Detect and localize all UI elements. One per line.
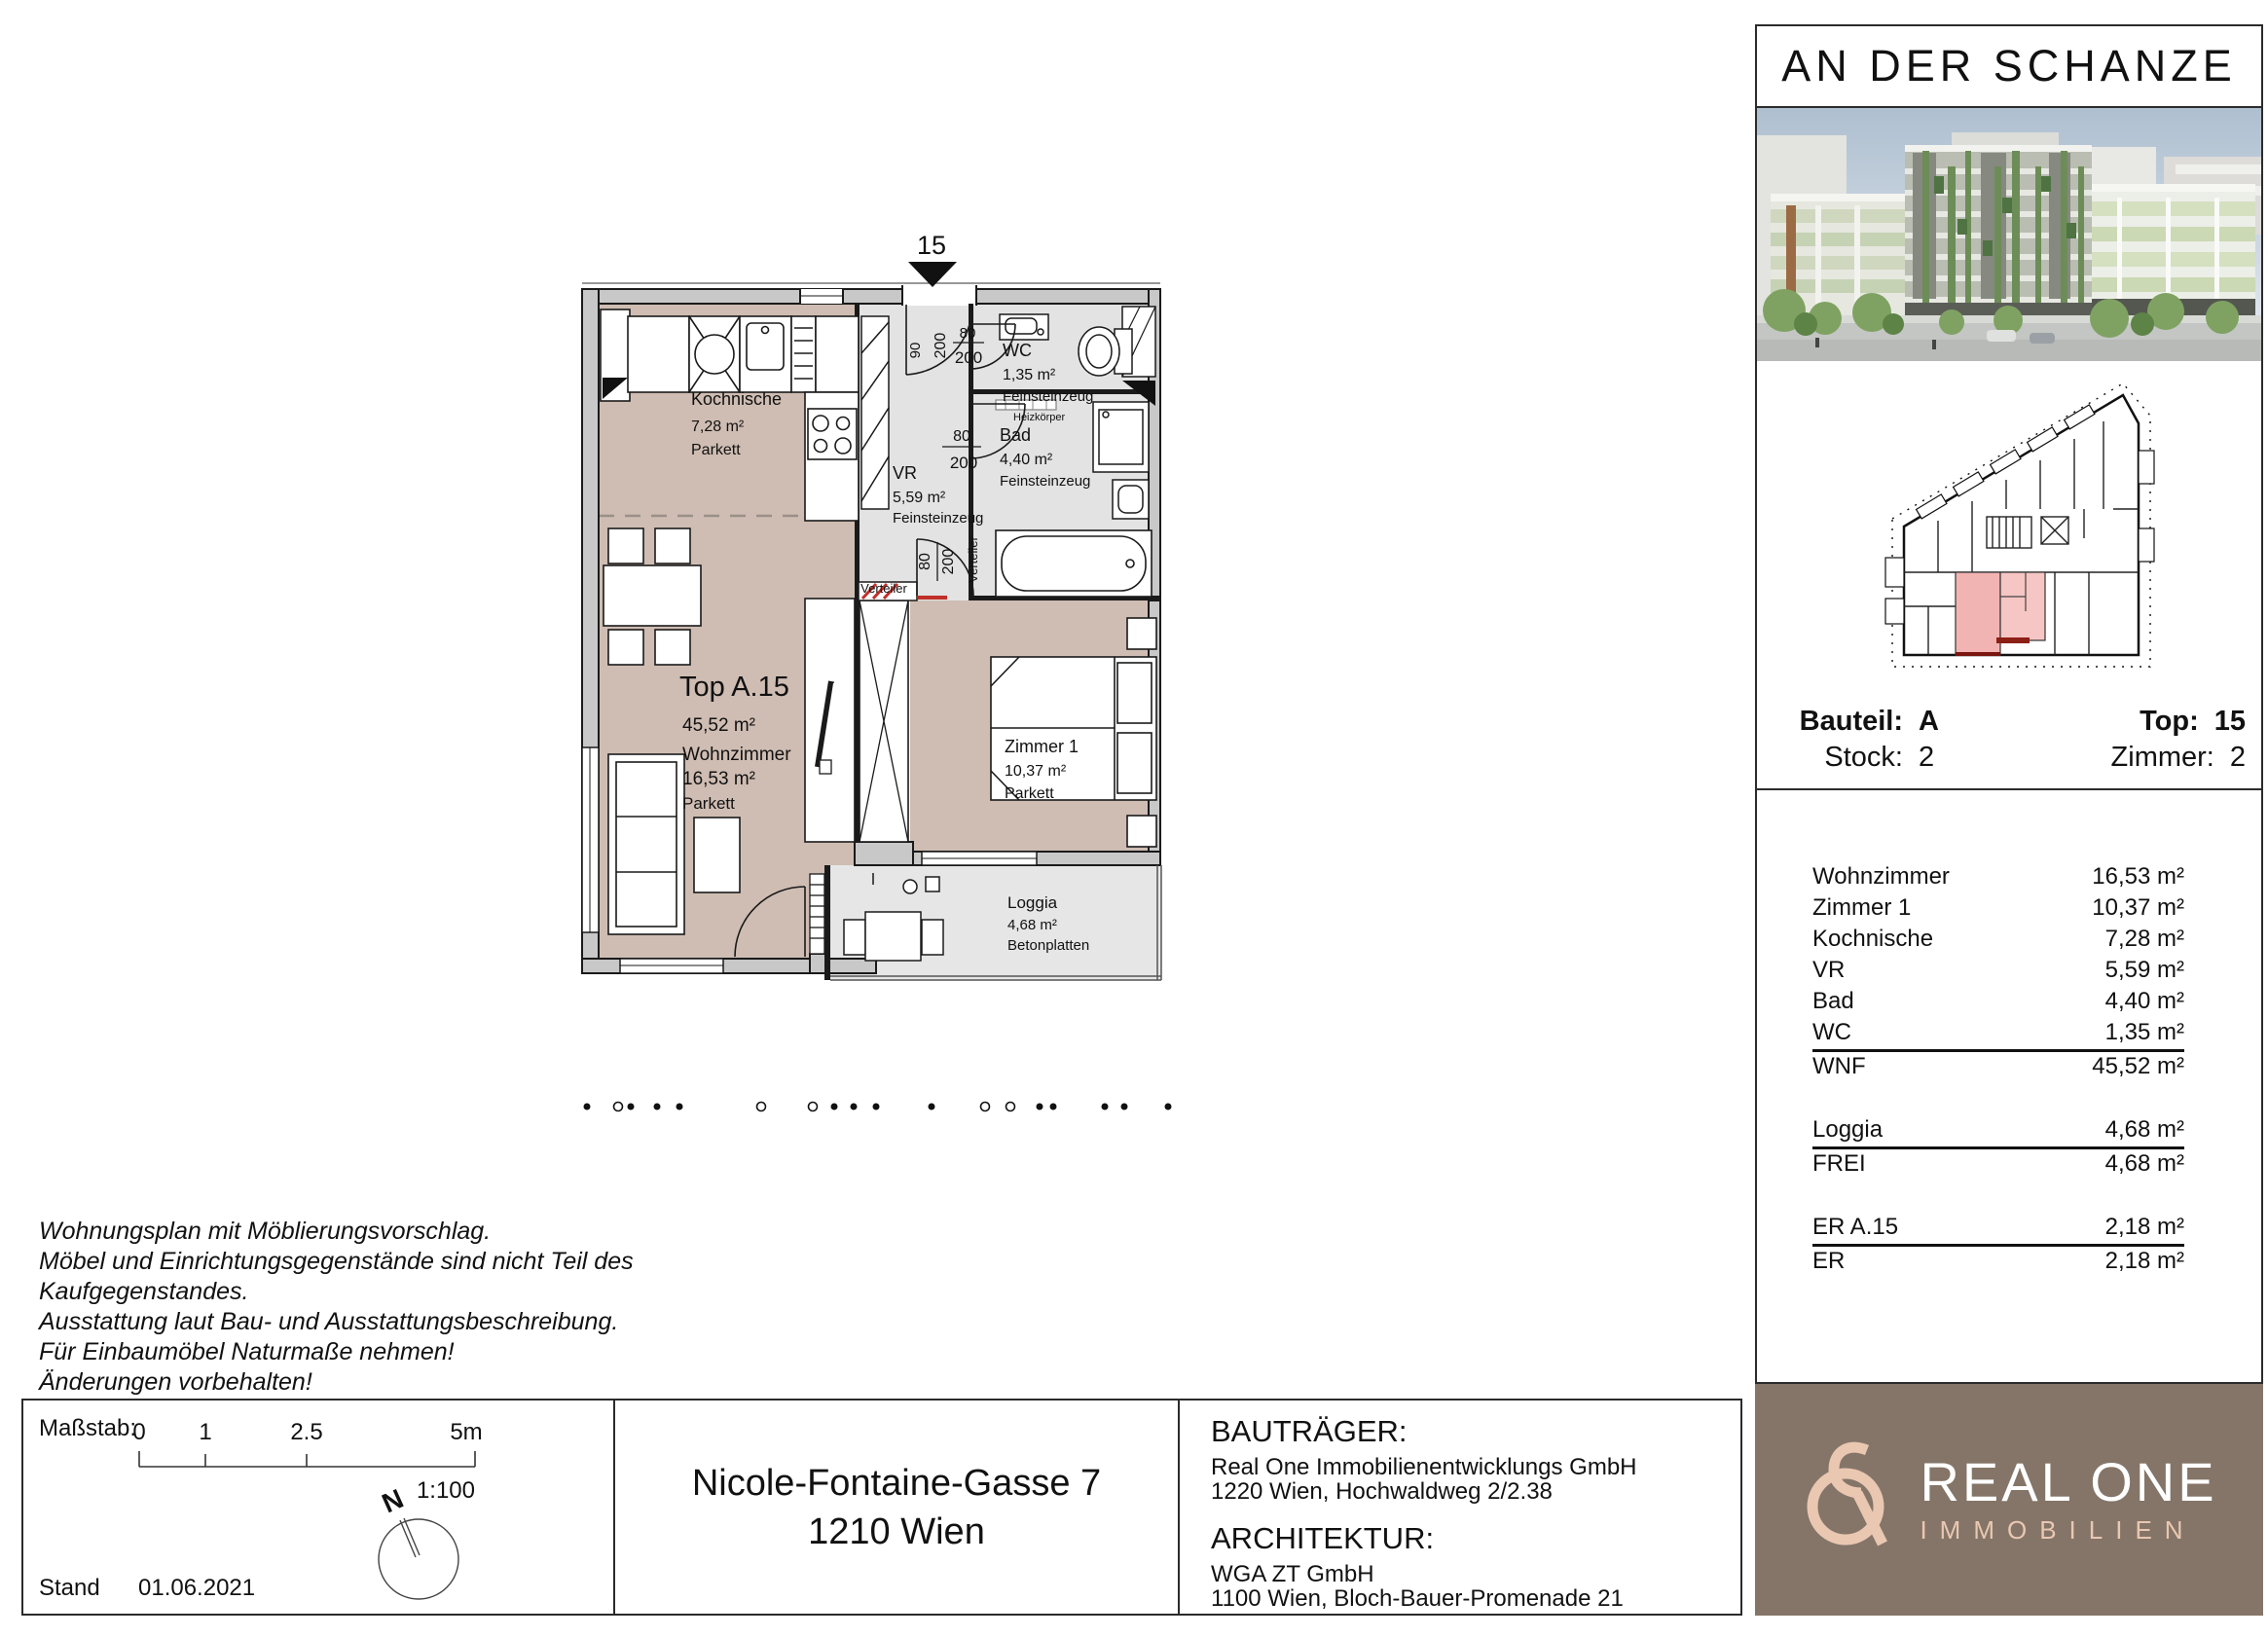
svg-text:Betonplatten: Betonplatten [1007, 937, 1090, 954]
table-row: Wohnzimmer 16,53 m² [1812, 863, 2184, 890]
disclaimer-line: Wohnungsplan mit Möblierungsvorschlag. [39, 1218, 492, 1245]
table-row-total: FREI 4,68 m² [1812, 1150, 2184, 1177]
scale-box [23, 1401, 615, 1614]
building-render-image [1757, 108, 2261, 361]
developer-box [1180, 1401, 1740, 1614]
svg-text:80: 80 [917, 553, 933, 570]
room-area-table [1755, 788, 2263, 1384]
table-row-total: WNF 45,52 m² [1812, 1053, 2184, 1079]
unit-info [1757, 704, 2261, 776]
scale-tick-1: 1 [199, 1419, 212, 1445]
svg-text:Kochnische: Kochnische [691, 389, 783, 409]
loggia-door-frame [810, 874, 824, 954]
svg-text:80: 80 [959, 325, 976, 342]
developer-name: Real One Immobilienentwicklungs GmbH [1211, 1454, 1637, 1480]
svg-text:Heizkörper: Heizkörper [1013, 412, 1066, 423]
svg-text:VR: VR [893, 463, 918, 483]
stock-value: 2 [1919, 742, 1935, 773]
svg-text:5,59 m²: 5,59 m² [893, 490, 946, 506]
svg-text:Zimmer 1: Zimmer 1 [1005, 737, 1079, 756]
disclaimer-line: Änderungen vorbehalten! [39, 1368, 312, 1396]
bauteil-label: Bauteil: [1799, 706, 1903, 737]
developer-address: 1220 Wien, Hochwaldweg 2/2.38 [1211, 1478, 1553, 1505]
disclaimer-line: Ausstattung laut Bau- und Ausstattungsbeschreibung. [39, 1308, 619, 1335]
table-row: Kochnische 7,28 m² [1812, 926, 2184, 952]
entrance-opening [902, 285, 976, 306]
brand-footer [1755, 1384, 2263, 1616]
floor-plan-drawing [579, 180, 1183, 1139]
scale-tick-2: 2.5 [290, 1419, 323, 1445]
svg-text:7,28 m²: 7,28 m² [691, 418, 745, 435]
coffee-table [694, 818, 740, 892]
scale-tick-3: 5m [450, 1419, 483, 1445]
sidebar-top [1755, 24, 2263, 790]
svg-text:Verteiler: Verteiler [966, 536, 980, 583]
top-wall-notch [800, 289, 843, 304]
svg-text:Wohnzimmer: Wohnzimmer [682, 745, 791, 765]
top-label: Top: [2140, 706, 2199, 737]
svg-text:200: 200 [933, 332, 949, 359]
svg-text:4,68 m²: 4,68 m² [1007, 917, 1057, 933]
svg-text:WC: WC [1003, 341, 1032, 360]
table-row: VR 5,59 m² [1812, 957, 2184, 983]
table-row-total: ER 2,18 m² [1812, 1248, 2184, 1274]
table-row: Loggia 4,68 m² [1812, 1115, 2184, 1149]
toilet [1079, 327, 1132, 376]
svg-text:1,35 m²: 1,35 m² [1003, 367, 1056, 383]
svg-text:Feinsteinzeug: Feinsteinzeug [893, 510, 984, 527]
real-one-logo-icon [1801, 1437, 1902, 1563]
address-box [615, 1401, 1180, 1614]
svg-text:Loggia: Loggia [1007, 893, 1058, 912]
bathtub [996, 530, 1152, 597]
scale-drawing [23, 1401, 611, 1614]
floor-locator-plan [1757, 363, 2261, 704]
stand-label: Stand [39, 1575, 100, 1601]
washing-machine [1093, 402, 1149, 472]
table-row: WC 1,35 m² [1812, 1018, 2184, 1052]
svg-text:Verteiler: Verteiler [860, 581, 907, 596]
wc-washbasin [1000, 314, 1048, 340]
disclaimer-line: Für Einbaumöbel Naturmaße nehmen! [39, 1338, 455, 1365]
architect-address: 1100 Wien, Bloch-Bauer-Promenade 21 [1211, 1585, 1624, 1612]
project-title: AN DER SCHANZE [1757, 26, 2261, 108]
unit-number-label: 15 [916, 231, 947, 260]
brand-subtitle: IMMOBILIEN [1920, 1514, 2196, 1545]
svg-text:16,53 m²: 16,53 m² [682, 769, 755, 789]
svg-text:45,52 m²: 45,52 m² [682, 715, 755, 736]
svg-text:Parkett: Parkett [682, 794, 735, 813]
scale-tick-0: 0 [132, 1419, 146, 1445]
tv-sideboard [805, 599, 855, 842]
scale-bar [139, 1451, 475, 1467]
top-value: 15 [2213, 706, 2246, 737]
stock-label: Stock: [1824, 742, 1903, 773]
table-row: ER A.15 2,18 m² [1812, 1213, 2184, 1247]
title-block [21, 1399, 1742, 1616]
svg-text:200: 200 [940, 548, 957, 575]
bad-washbasin [1113, 480, 1149, 519]
scale-ratio: 1:100 [416, 1477, 475, 1504]
disclaimer-line: Kaufgegenstandes. [39, 1278, 249, 1305]
svg-text:4,40 m²: 4,40 m² [1000, 452, 1053, 468]
svg-text:90: 90 [907, 342, 924, 359]
svg-text:Feinsteinzeug: Feinsteinzeug [1003, 388, 1094, 405]
brand-name: REAL ONE [1920, 1450, 2217, 1512]
svg-text:10,37 m²: 10,37 m² [1005, 763, 1067, 780]
svg-text:200: 200 [949, 454, 978, 472]
disclaimer-text [39, 1217, 634, 1398]
address-street: Nicole-Fontaine-Gasse 7 [691, 1462, 1102, 1504]
svg-text:Top A.15: Top A.15 [679, 672, 789, 703]
zimmer-value: 2 [2229, 742, 2246, 773]
svg-text:80: 80 [953, 428, 970, 445]
vr-wardrobe [861, 316, 889, 509]
architect-name: WGA ZT GmbH [1211, 1561, 1374, 1587]
svg-text:Parkett: Parkett [1005, 785, 1054, 802]
disclaimer-line: Möbel und Einrichtungsgegenstände sind nicht Teil des [39, 1248, 634, 1275]
svg-text:200: 200 [954, 348, 983, 367]
svg-text:Parkett: Parkett [691, 442, 741, 458]
sofa [608, 754, 684, 934]
svg-text:Bad: Bad [1000, 425, 1032, 445]
zimmer-wardrobe [860, 600, 908, 842]
stand-date: 01.06.2021 [138, 1575, 256, 1601]
svg-text:Feinsteinzeug: Feinsteinzeug [1000, 473, 1091, 490]
svg-text:N: N [377, 1482, 408, 1519]
table-row: Bad 4,40 m² [1812, 988, 2184, 1014]
architect-heading: ARCHITEKTUR: [1211, 1521, 1435, 1555]
dotted-row [584, 1103, 1172, 1111]
address-city: 1210 Wien [808, 1510, 985, 1552]
table-row: Zimmer 1 10,37 m² [1812, 894, 2184, 921]
bauteil-value: A [1919, 706, 1939, 737]
zimmer-label: Zimmer: [2110, 742, 2214, 773]
developer-heading: BAUTRÄGER: [1211, 1414, 1408, 1448]
scale-label: Maßstab: [39, 1415, 137, 1441]
